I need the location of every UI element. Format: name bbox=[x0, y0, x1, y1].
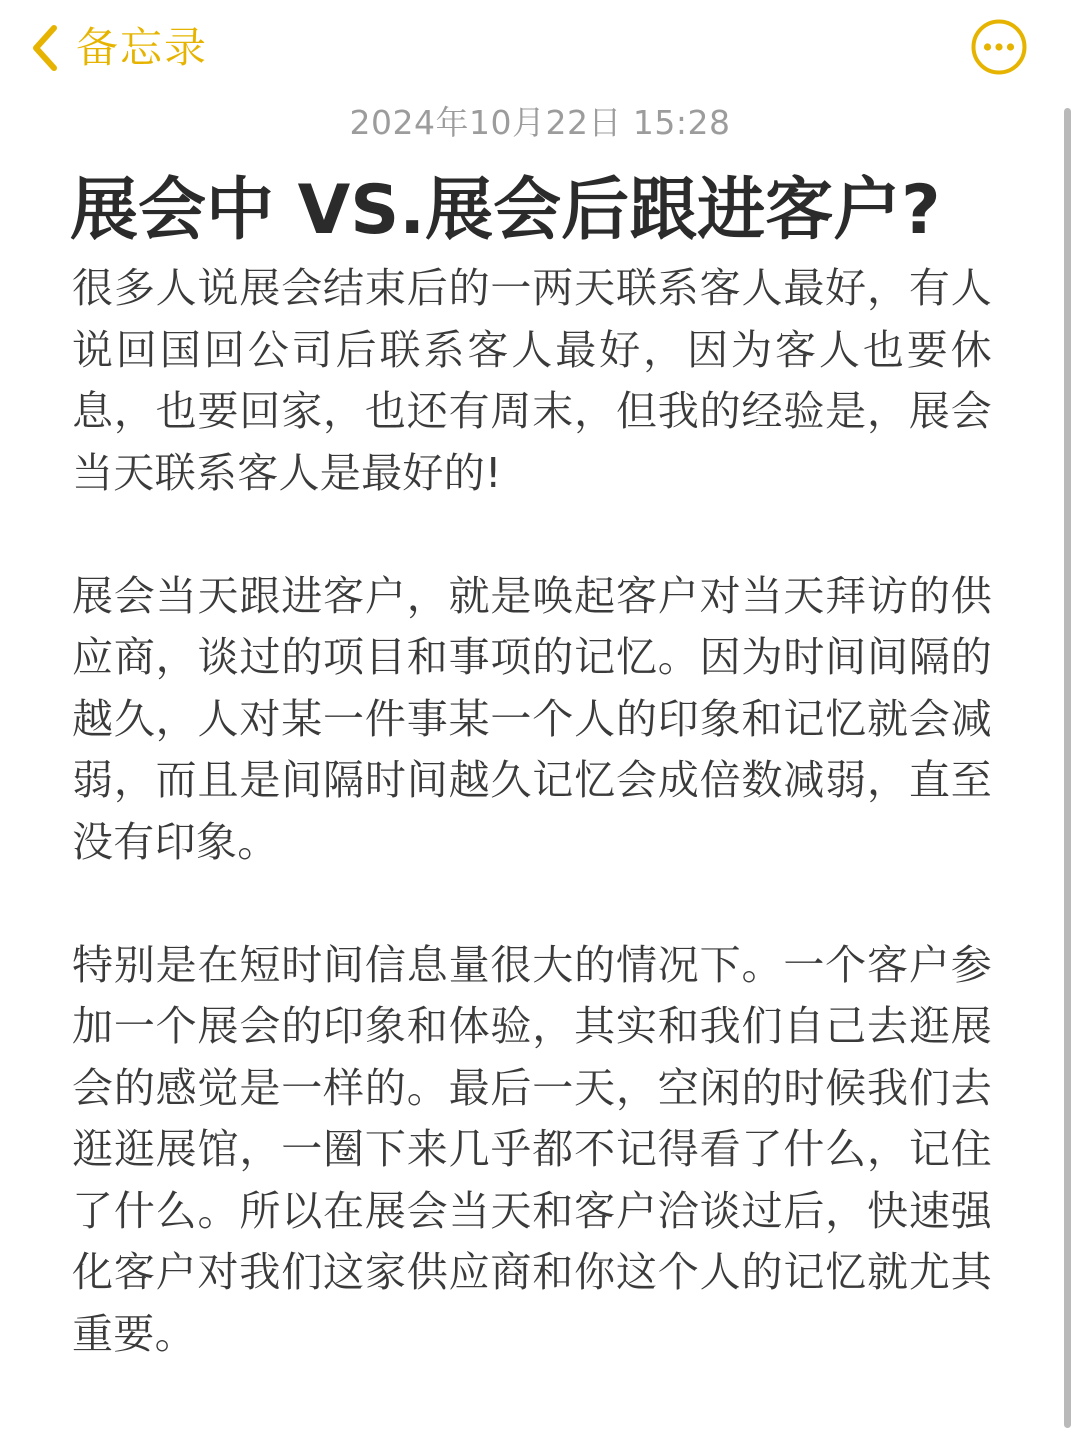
nav-bar bbox=[0, 0, 1080, 100]
scroll-indicator[interactable] bbox=[1064, 108, 1071, 1428]
chevron-left-icon bbox=[28, 22, 62, 74]
note-paragraph: 展会当天跟进客户，就是唤起客户对当天拜访的供应商，谈过的项目和事项的记忆。因为时间间隔的越久，人对某一件事某一个人的印象和记忆就会减弱，而且是间隔时间越久记忆会成倍数减弱，直至没有印象。 bbox=[72, 571, 992, 866]
ellipsis-circle-icon bbox=[970, 18, 1028, 76]
back-button[interactable] bbox=[28, 18, 208, 78]
note-paragraph: 很多人说展会结束后的一两天联系客人最好，有人说回国回公司后联系客人最好，因为客人也要休息，也要回家，也还有周末，但我的经验是，展会当天联系客人是最好的! bbox=[72, 264, 992, 497]
note-body[interactable] bbox=[72, 258, 992, 1365]
note-title[interactable]: 展会中 VS.展会后跟进客户? bbox=[70, 171, 941, 250]
note-paragraph: 特别是在短时间信息量很大的情况下。一个客户参加一个展会的印象和体验，其实和我们自己去逛展会的感觉是一样的。最后一天，空闲的时候我们去逛逛展馆，一圈下来几乎都不记得看了什么，记住了什么。所以在展会当天和客户洽谈过后，快速强化客户对我们这家供应商和你这个人的记忆就尤其重要。 bbox=[72, 940, 992, 1358]
more-button[interactable] bbox=[970, 18, 1028, 76]
note-timestamp: 2024年10月22日 15:28 bbox=[349, 103, 731, 142]
back-label: 备忘录 bbox=[76, 23, 209, 72]
